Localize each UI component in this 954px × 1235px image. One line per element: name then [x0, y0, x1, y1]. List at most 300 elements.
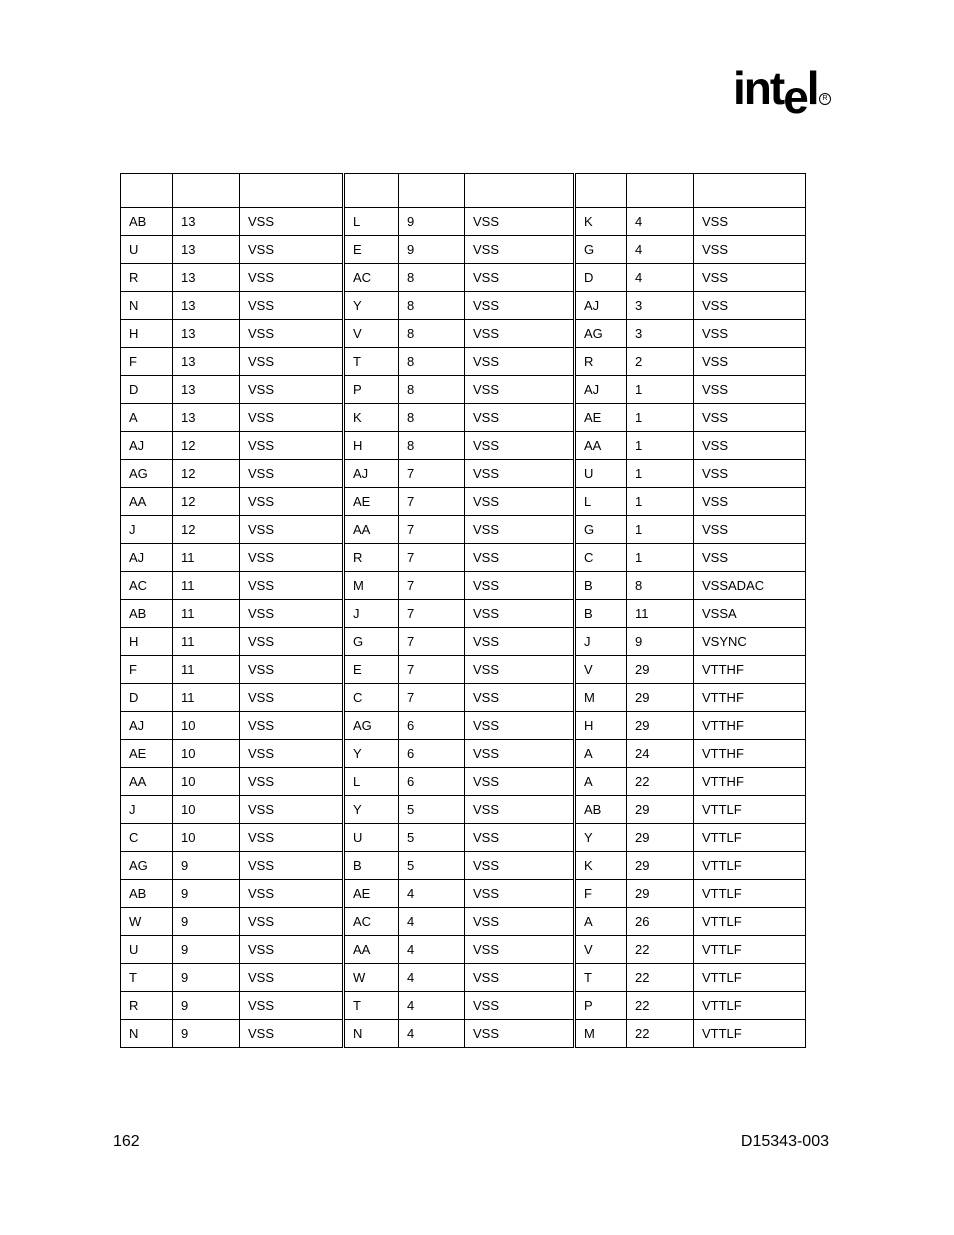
signal-name-cell: VSS	[240, 656, 344, 684]
ball-row-cell	[121, 174, 173, 208]
table-row	[121, 208, 806, 236]
ball-row-cell: F	[121, 348, 173, 376]
ball-row-cell: R	[121, 264, 173, 292]
ball-col-cell: 9	[399, 236, 465, 264]
ball-row-cell: AG	[575, 320, 627, 348]
table-row	[121, 404, 806, 432]
ball-row-cell: B	[575, 572, 627, 600]
ball-col-cell: 12	[173, 460, 240, 488]
ball-row-cell: J	[344, 600, 399, 628]
logo-text-l: l	[806, 62, 818, 114]
ball-row-cell: C	[344, 684, 399, 712]
ball-row-cell: Y	[344, 740, 399, 768]
ball-col-cell: 13	[173, 376, 240, 404]
ball-col-cell: 22	[627, 964, 694, 992]
signal-name-cell: VSS	[240, 236, 344, 264]
ball-col-cell: 13	[173, 236, 240, 264]
ball-row-cell: T	[344, 348, 399, 376]
ball-row-cell: F	[575, 880, 627, 908]
signal-name-cell: VSYNC	[694, 628, 806, 656]
ball-col-cell: 13	[173, 264, 240, 292]
signal-name-cell: VSS	[240, 964, 344, 992]
ball-col-cell: 3	[627, 320, 694, 348]
ball-col-cell: 2	[627, 348, 694, 376]
ball-col-cell: 5	[399, 796, 465, 824]
signal-name-cell	[694, 174, 806, 208]
signal-name-cell: VTTHF	[694, 656, 806, 684]
ball-row-cell: AE	[344, 488, 399, 516]
ball-col-cell: 7	[399, 544, 465, 572]
ball-row-cell: R	[344, 544, 399, 572]
ball-col-cell: 29	[627, 796, 694, 824]
ball-col-cell: 1	[627, 488, 694, 516]
signal-name-cell: VSS	[465, 992, 575, 1020]
ball-col-cell: 13	[173, 292, 240, 320]
ball-col-cell: 4	[627, 264, 694, 292]
ball-col-cell: 3	[627, 292, 694, 320]
ball-row-cell: J	[575, 628, 627, 656]
pin-table-container	[120, 173, 806, 1048]
signal-name-cell: VTTLF	[694, 908, 806, 936]
ball-col-cell: 4	[399, 964, 465, 992]
signal-name-cell: VTTLF	[694, 936, 806, 964]
signal-name-cell: VSS	[465, 488, 575, 516]
signal-name-cell: VSS	[240, 432, 344, 460]
ball-col-cell: 4	[399, 908, 465, 936]
ball-col-cell: 9	[173, 936, 240, 964]
ball-col-cell: 8	[399, 432, 465, 460]
ball-row-cell: N	[121, 1020, 173, 1048]
table-row	[121, 712, 806, 740]
ball-row-cell: AJ	[575, 292, 627, 320]
signal-name-cell: VTTLF	[694, 880, 806, 908]
signal-name-cell	[240, 174, 344, 208]
ball-row-cell: B	[344, 852, 399, 880]
signal-name-cell: VTTLF	[694, 964, 806, 992]
signal-name-cell: VSS	[240, 544, 344, 572]
ball-col-cell: 13	[173, 320, 240, 348]
ball-col-cell: 10	[173, 740, 240, 768]
signal-name-cell: VSS	[240, 880, 344, 908]
signal-name-cell: VSS	[465, 824, 575, 852]
table-row	[121, 460, 806, 488]
pin-table-body	[121, 174, 806, 1048]
ball-col-cell: 10	[173, 796, 240, 824]
signal-name-cell: VTTLF	[694, 824, 806, 852]
ball-row-cell: T	[121, 964, 173, 992]
signal-name-cell: VSS	[694, 208, 806, 236]
ball-col-cell: 4	[399, 936, 465, 964]
ball-row-cell: AC	[344, 908, 399, 936]
table-header-row	[121, 174, 806, 208]
ball-col-cell: 8	[399, 404, 465, 432]
signal-name-cell: VSS	[694, 320, 806, 348]
ball-col-cell: 22	[627, 992, 694, 1020]
ball-row-cell: N	[344, 1020, 399, 1048]
ball-col-cell: 12	[173, 432, 240, 460]
ball-row-cell: U	[121, 236, 173, 264]
signal-name-cell: VSS	[465, 656, 575, 684]
table-row	[121, 656, 806, 684]
ball-col-cell: 8	[399, 348, 465, 376]
ball-col-cell: 29	[627, 852, 694, 880]
ball-row-cell: W	[121, 908, 173, 936]
signal-name-cell: VSS	[694, 404, 806, 432]
ball-row-cell: M	[575, 1020, 627, 1048]
ball-row-cell: W	[344, 964, 399, 992]
ball-col-cell: 8	[399, 292, 465, 320]
ball-col-cell: 22	[627, 936, 694, 964]
signal-name-cell: VSS	[240, 348, 344, 376]
ball-row-cell: D	[121, 684, 173, 712]
signal-name-cell: VSS	[240, 1020, 344, 1048]
table-row	[121, 600, 806, 628]
ball-col-cell: 5	[399, 852, 465, 880]
ball-row-cell: AG	[121, 460, 173, 488]
pin-table	[120, 173, 806, 1048]
ball-row-cell: AG	[344, 712, 399, 740]
ball-row-cell: V	[575, 936, 627, 964]
signal-name-cell: VSS	[240, 684, 344, 712]
table-row	[121, 880, 806, 908]
signal-name-cell: VSS	[465, 880, 575, 908]
ball-col-cell: 8	[627, 572, 694, 600]
signal-name-cell: VSS	[694, 264, 806, 292]
ball-col-cell: 8	[399, 320, 465, 348]
signal-name-cell: VSS	[240, 768, 344, 796]
logo-text-int: int	[733, 62, 784, 114]
ball-col-cell: 4	[627, 208, 694, 236]
signal-name-cell: VSS	[240, 264, 344, 292]
signal-name-cell: VSSADAC	[694, 572, 806, 600]
ball-row-cell: AE	[575, 404, 627, 432]
registered-mark: R	[819, 93, 831, 105]
ball-col-cell: 9	[173, 852, 240, 880]
signal-name-cell: VSS	[694, 292, 806, 320]
ball-row-cell: G	[575, 516, 627, 544]
signal-name-cell: VSS	[465, 544, 575, 572]
ball-col-cell: 9	[173, 1020, 240, 1048]
ball-col-cell: 29	[627, 684, 694, 712]
ball-col-cell: 29	[627, 712, 694, 740]
table-row	[121, 488, 806, 516]
document-id: D15343-003	[740, 1133, 829, 1150]
ball-col-cell: 9	[173, 880, 240, 908]
ball-row-cell: AE	[121, 740, 173, 768]
signal-name-cell: VTTHF	[694, 712, 806, 740]
ball-col-cell: 11	[173, 600, 240, 628]
table-row	[121, 236, 806, 264]
signal-name-cell: VSS	[240, 488, 344, 516]
ball-col-cell: 11	[173, 684, 240, 712]
signal-name-cell: VSS	[465, 292, 575, 320]
ball-col-cell: 4	[399, 880, 465, 908]
signal-name-cell: VSS	[694, 488, 806, 516]
ball-row-cell: H	[575, 712, 627, 740]
signal-name-cell: VSS	[240, 208, 344, 236]
ball-col-cell: 9	[173, 964, 240, 992]
table-row	[121, 740, 806, 768]
signal-name-cell: VTTHF	[694, 768, 806, 796]
ball-row-cell: K	[344, 404, 399, 432]
ball-row-cell: AG	[121, 852, 173, 880]
ball-col-cell: 10	[173, 712, 240, 740]
ball-col-cell: 4	[399, 992, 465, 1020]
signal-name-cell: VSS	[465, 740, 575, 768]
ball-col-cell: 8	[399, 264, 465, 292]
table-row	[121, 936, 806, 964]
ball-col-cell: 11	[173, 656, 240, 684]
ball-row-cell: U	[344, 824, 399, 852]
ball-col-cell: 7	[399, 488, 465, 516]
ball-row-cell: A	[575, 908, 627, 936]
signal-name-cell: VSS	[240, 460, 344, 488]
ball-col-cell: 1	[627, 404, 694, 432]
ball-col-cell: 11	[173, 544, 240, 572]
ball-col-cell: 7	[399, 516, 465, 544]
ball-col-cell: 1	[627, 432, 694, 460]
ball-row-cell: N	[121, 292, 173, 320]
ball-col-cell: 11	[627, 600, 694, 628]
ball-row-cell: C	[121, 824, 173, 852]
ball-row-cell: AC	[344, 264, 399, 292]
signal-name-cell: VSS	[465, 208, 575, 236]
signal-name-cell: VSS	[465, 768, 575, 796]
table-row	[121, 1020, 806, 1048]
ball-row-cell: Y	[344, 796, 399, 824]
signal-name-cell: VSS	[694, 376, 806, 404]
signal-name-cell: VTTLF	[694, 852, 806, 880]
signal-name-cell: VSS	[240, 740, 344, 768]
signal-name-cell: VSS	[240, 908, 344, 936]
signal-name-cell: VSS	[465, 684, 575, 712]
logo-wordmark	[733, 58, 818, 123]
ball-row-cell: AB	[575, 796, 627, 824]
ball-col-cell: 1	[627, 376, 694, 404]
signal-name-cell: VSS	[465, 964, 575, 992]
ball-col-cell: 8	[399, 376, 465, 404]
ball-col-cell: 9	[399, 208, 465, 236]
ball-row-cell: AA	[575, 432, 627, 460]
ball-row-cell: P	[575, 992, 627, 1020]
ball-row-cell: L	[344, 208, 399, 236]
ball-row-cell: H	[121, 320, 173, 348]
ball-row-cell: Y	[575, 824, 627, 852]
signal-name-cell: VSS	[240, 572, 344, 600]
signal-name-cell: VSS	[465, 404, 575, 432]
signal-name-cell: VSS	[465, 572, 575, 600]
ball-row-cell: T	[344, 992, 399, 1020]
ball-row-cell: AB	[121, 880, 173, 908]
signal-name-cell: VSS	[465, 936, 575, 964]
signal-name-cell: VSS	[465, 264, 575, 292]
signal-name-cell	[465, 174, 575, 208]
ball-row-cell: H	[344, 432, 399, 460]
ball-col-cell: 1	[627, 460, 694, 488]
signal-name-cell: VSS	[240, 404, 344, 432]
ball-col-cell: 29	[627, 656, 694, 684]
signal-name-cell: VSS	[694, 432, 806, 460]
ball-col-cell: 22	[627, 1020, 694, 1048]
ball-col-cell: 29	[627, 880, 694, 908]
ball-row-cell: H	[121, 628, 173, 656]
signal-name-cell: VSS	[465, 628, 575, 656]
signal-name-cell: VSS	[694, 460, 806, 488]
ball-col-cell: 1	[627, 544, 694, 572]
signal-name-cell: VSS	[465, 908, 575, 936]
ball-col-cell: 6	[399, 712, 465, 740]
ball-row-cell: T	[575, 964, 627, 992]
ball-row-cell: A	[121, 404, 173, 432]
ball-col-cell: 24	[627, 740, 694, 768]
signal-name-cell: VSS	[240, 628, 344, 656]
signal-name-cell: VSS	[240, 936, 344, 964]
ball-col-cell: 6	[399, 768, 465, 796]
ball-row-cell: U	[575, 460, 627, 488]
ball-col-cell: 7	[399, 684, 465, 712]
ball-row-cell: B	[575, 600, 627, 628]
signal-name-cell: VSS	[240, 376, 344, 404]
table-row	[121, 768, 806, 796]
ball-row-cell: U	[121, 936, 173, 964]
signal-name-cell: VSS	[465, 1020, 575, 1048]
signal-name-cell: VSS	[240, 600, 344, 628]
ball-col-cell: 1	[627, 516, 694, 544]
ball-col-cell: 7	[399, 600, 465, 628]
ball-row-cell: G	[344, 628, 399, 656]
signal-name-cell: VSS	[240, 320, 344, 348]
ball-col-cell: 9	[173, 992, 240, 1020]
ball-col-cell: 7	[399, 572, 465, 600]
ball-row-cell: AB	[121, 208, 173, 236]
ball-col-cell: 29	[627, 824, 694, 852]
signal-name-cell: VSS	[240, 852, 344, 880]
ball-row-cell: AJ	[344, 460, 399, 488]
table-row	[121, 628, 806, 656]
ball-row-cell: Y	[344, 292, 399, 320]
ball-row-cell	[344, 174, 399, 208]
signal-name-cell: VTTLF	[694, 992, 806, 1020]
ball-col-cell: 13	[173, 208, 240, 236]
ball-row-cell: K	[575, 852, 627, 880]
signal-name-cell: VTTHF	[694, 740, 806, 768]
ball-row-cell: J	[121, 796, 173, 824]
intel-logo	[733, 58, 833, 123]
ball-row-cell: K	[575, 208, 627, 236]
ball-col-cell: 26	[627, 908, 694, 936]
ball-col-cell: 13	[173, 348, 240, 376]
ball-row-cell: A	[575, 768, 627, 796]
ball-row-cell: AB	[121, 600, 173, 628]
ball-col-cell: 11	[173, 572, 240, 600]
signal-name-cell: VSS	[694, 516, 806, 544]
table-row	[121, 544, 806, 572]
table-row	[121, 292, 806, 320]
ball-col-cell	[399, 174, 465, 208]
ball-row-cell: F	[121, 656, 173, 684]
ball-col-cell: 4	[399, 1020, 465, 1048]
signal-name-cell: VSS	[465, 712, 575, 740]
signal-name-cell: VSS	[465, 796, 575, 824]
ball-col-cell: 7	[399, 460, 465, 488]
ball-row-cell: AJ	[575, 376, 627, 404]
signal-name-cell: VSS	[465, 432, 575, 460]
ball-row-cell: AC	[121, 572, 173, 600]
ball-row-cell: J	[121, 516, 173, 544]
page-number: 162	[113, 1133, 140, 1150]
ball-col-cell: 11	[173, 628, 240, 656]
ball-row-cell: D	[575, 264, 627, 292]
ball-col-cell: 13	[173, 404, 240, 432]
signal-name-cell: VTTHF	[694, 684, 806, 712]
signal-name-cell: VSS	[465, 348, 575, 376]
ball-col-cell: 6	[399, 740, 465, 768]
ball-row-cell: M	[344, 572, 399, 600]
ball-col-cell: 22	[627, 768, 694, 796]
table-row	[121, 572, 806, 600]
ball-col-cell: 12	[173, 488, 240, 516]
table-row	[121, 852, 806, 880]
signal-name-cell: VSS	[465, 236, 575, 264]
signal-name-cell: VSS	[240, 292, 344, 320]
signal-name-cell: VSS	[465, 516, 575, 544]
ball-row-cell: V	[344, 320, 399, 348]
ball-col-cell: 9	[627, 628, 694, 656]
ball-row-cell: AA	[344, 516, 399, 544]
ball-col-cell: 7	[399, 628, 465, 656]
signal-name-cell: VSS	[240, 824, 344, 852]
signal-name-cell: VSS	[240, 992, 344, 1020]
ball-row-cell: R	[121, 992, 173, 1020]
ball-col-cell: 10	[173, 824, 240, 852]
ball-row-cell: L	[575, 488, 627, 516]
ball-row-cell: E	[344, 236, 399, 264]
table-row	[121, 908, 806, 936]
table-row	[121, 684, 806, 712]
table-row	[121, 348, 806, 376]
table-row	[121, 320, 806, 348]
signal-name-cell: VSS	[465, 600, 575, 628]
ball-col-cell	[627, 174, 694, 208]
ball-row-cell: D	[121, 376, 173, 404]
ball-row-cell: G	[575, 236, 627, 264]
signal-name-cell: VSS	[694, 236, 806, 264]
ball-col-cell: 5	[399, 824, 465, 852]
table-row	[121, 516, 806, 544]
ball-row-cell: A	[575, 740, 627, 768]
ball-row-cell: AA	[121, 768, 173, 796]
ball-row-cell: AA	[344, 936, 399, 964]
ball-row-cell: C	[575, 544, 627, 572]
signal-name-cell: VSS	[465, 320, 575, 348]
ball-row-cell: M	[575, 684, 627, 712]
ball-row-cell: AJ	[121, 712, 173, 740]
ball-row-cell: AJ	[121, 544, 173, 572]
ball-row-cell: AE	[344, 880, 399, 908]
signal-name-cell: VSS	[694, 544, 806, 572]
table-row	[121, 376, 806, 404]
ball-row-cell: R	[575, 348, 627, 376]
ball-col-cell: 4	[627, 236, 694, 264]
logo-text-e: e	[783, 71, 807, 123]
table-row	[121, 796, 806, 824]
signal-name-cell: VSS	[240, 712, 344, 740]
ball-col-cell: 12	[173, 516, 240, 544]
ball-row-cell: L	[344, 768, 399, 796]
ball-row-cell: P	[344, 376, 399, 404]
ball-row-cell: AJ	[121, 432, 173, 460]
table-row	[121, 824, 806, 852]
